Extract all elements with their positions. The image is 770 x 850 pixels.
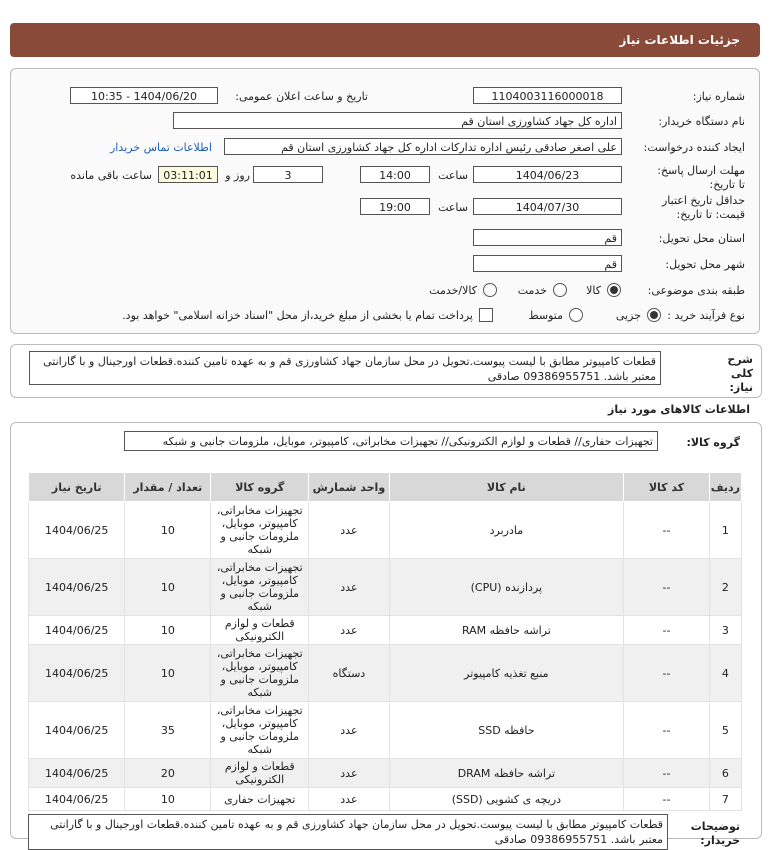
table-row [29,502,742,559]
reply-date-field: 1404/06/23 [473,166,622,183]
quantity-cell: 10 [125,502,211,559]
quantity-cell: 10 [125,788,211,811]
treasury-bonds-note: پرداخت تمام یا بخشی از مبلغ خرید،از محل "اسناد خزانه اسلامی" خواهد بود. [122,309,473,322]
days-and-label: روز و [225,169,250,182]
item-group-cell: تجهیزات مخابراتی، کامپیوتر، موبایل، ملزومات جانبی و شبکه [211,502,309,559]
need-date-cell: 1404/06/25 [29,502,125,559]
row-number-cell: 6 [709,759,741,788]
item-group-cell: تجهیزات حفاری [211,788,309,811]
row-number-cell: 3 [709,616,741,645]
item-name-cell: تراشه حافظه RAM [389,616,624,645]
col-date: تاریخ نیاز [29,473,125,502]
summary-text: قطعات کامپیوتر مطابق با لیست پیوست.تحویل در محل سازمان جهاد کشاورزی قم و به عهده تامین کننده.قطعات اورجینال و با گارانتی معتبر باشد. 09386955751 صادقی [29,351,661,385]
delivery-province-field: قم [473,229,622,246]
item-name-cell: منبع تغذیه کامپیوتر [389,645,624,702]
purchase-medium-radio[interactable] [569,308,583,322]
unit-cell: دستگاه [309,645,389,702]
remaining-time-field: 03:11:01 [158,166,218,183]
reply-time-label: ساعت [438,169,468,182]
reply-days-field: 3 [253,166,323,183]
unit-cell: عدد [309,702,389,759]
col-code: کد کالا [624,473,710,502]
table-row [29,702,742,759]
unit-cell: عدد [309,616,389,645]
summary-panel [10,344,762,398]
need-date-cell: 1404/06/25 [29,616,125,645]
reply-deadline-label: مهلت ارسال پاسخ: تا تاریخ: [657,164,745,191]
need-number-label: شماره نیاز: [692,90,745,103]
item-code-cell: -- [624,502,710,559]
row-number-cell: 7 [709,788,741,811]
row-number-cell: 1 [709,502,741,559]
announce-datetime-label: تاریخ و ساعت اعلان عمومی: [235,90,368,103]
category-service-radio[interactable] [553,283,567,297]
col-group: گروه کالا [211,473,309,502]
row-number-cell: 5 [709,702,741,759]
row-number-cell: 2 [709,559,741,616]
reply-time-field: 14:00 [360,166,430,183]
item-code-cell: -- [624,759,710,788]
item-code-cell: -- [624,702,710,759]
unit-cell: عدد [309,759,389,788]
need-date-cell: 1404/06/25 [29,645,125,702]
page-header [10,23,760,57]
item-name-cell: پردازنده (CPU) [389,559,624,616]
table-row [29,759,742,788]
delivery-province-label: استان محل تحویل: [658,232,745,245]
unit-cell: عدد [309,559,389,616]
category-label: طبقه بندی موضوعی: [647,284,745,297]
item-name-cell: دریچه ی کشویی (SSD) [389,788,624,811]
col-row: ردیف [709,473,741,502]
unit-cell: عدد [309,788,389,811]
buyer-name-field: اداره کل جهاد کشاورزی استان قم [173,112,622,129]
page-title: جزئیات اطلاعات نیاز [619,33,740,47]
price-validity-label: حداقل تاریخ اعتبار قیمت: تا تاریخ: [661,194,745,221]
item-group-cell: تجهیزات مخابراتی، کامپیوتر، موبایل، ملزومات جانبی و شبکه [211,702,309,759]
goods-info-title: اطلاعات کالاهای مورد نیاز [608,403,750,416]
notes-text: قطعات کامپیوتر مطابق با لیست پیوست.تحویل در محل سازمان جهاد کشاورزی قم و به عهده تامین کننده.قطعات اورجینال و با گارانتی معتبر باشد. 09386955751 صادقی [28,814,668,850]
item-group-cell: تجهیزات مخابراتی، کامپیوتر، موبایل، ملزومات جانبی و شبکه [211,645,309,702]
goods-table [28,472,742,811]
quantity-cell: 10 [125,559,211,616]
table-row [29,788,742,811]
buyer-name-label: نام دستگاه خریدار: [658,115,745,128]
treasury-bonds-checkbox[interactable] [479,308,493,322]
category-goods-service-label: کالا/خدمت [429,284,477,297]
validity-time-field: 19:00 [360,198,430,215]
item-name-cell: حافظه SSD [389,702,624,759]
validity-date-field: 1404/07/30 [473,198,622,215]
delivery-city-label: شهر محل تحویل: [665,258,745,271]
requester-field: علی اصغر صادقی رئیس اداره تدارکات اداره کل جهاد کشاورزی استان قم [224,138,622,155]
table-row [29,645,742,702]
row-number-cell: 4 [709,645,741,702]
unit-cell: عدد [309,502,389,559]
col-name: نام کالا [389,473,624,502]
goods-group-field: تجهیزات حفاری// قطعات و لوازم الکترونیکی// تجهیزات مخابراتی، کامپیوتر، موبایل، ملزومات جانبی و شبکه [124,431,658,451]
category-goods-label: کالا [586,284,601,297]
quantity-cell: 10 [125,645,211,702]
item-code-cell: -- [624,645,710,702]
quantity-cell: 35 [125,702,211,759]
quantity-cell: 10 [125,616,211,645]
validity-time-label: ساعت [438,201,468,214]
item-group-cell: قطعات و لوازم الکترونیکی [211,616,309,645]
need-date-cell: 1404/06/25 [29,788,125,811]
item-code-cell: -- [624,788,710,811]
purchase-minor-label: جزیی [615,309,641,322]
purchase-medium-label: متوسط [528,309,563,322]
summary-label: شرح کلی نیاز: [727,353,753,394]
buyer-contact-link[interactable]: اطلاعات تماس خریدار [110,141,212,154]
need-date-cell: 1404/06/25 [29,759,125,788]
quantity-cell: 20 [125,759,211,788]
announce-datetime-field: 1404/06/20 - 10:35 [70,87,218,104]
table-row [29,616,742,645]
notes-label: توضیحات خریدار: [690,820,740,847]
purchase-minor-radio[interactable] [647,308,661,322]
need-number-field: 1104003116000018 [473,87,622,104]
hours-left-label: ساعت باقی مانده [70,169,152,182]
category-service-label: خدمت [517,284,547,297]
goods-group-label: گروه کالا: [686,436,740,449]
goods-table-header [29,473,742,502]
col-unit: واحد شمارش [309,473,389,502]
delivery-city-field: قم [473,255,622,272]
item-code-cell: -- [624,616,710,645]
table-row [29,559,742,616]
purchase-type-label: نوع فرآیند خرید : [667,309,745,322]
category-goods-service-radio[interactable] [483,283,497,297]
category-goods-radio[interactable] [607,283,621,297]
item-name-cell: تراشه حافظه DRAM [389,759,624,788]
item-group-cell: قطعات و لوازم الکترونیکی [211,759,309,788]
item-code-cell: -- [624,559,710,616]
need-date-cell: 1404/06/25 [29,559,125,616]
requester-label: ایجاد کننده درخواست: [643,141,745,154]
col-qty: تعداد / مقدار [125,473,211,502]
item-name-cell: مادربرد [389,502,624,559]
need-date-cell: 1404/06/25 [29,702,125,759]
item-group-cell: تجهیزات مخابراتی، کامپیوتر، موبایل، ملزومات جانبی و شبکه [211,559,309,616]
